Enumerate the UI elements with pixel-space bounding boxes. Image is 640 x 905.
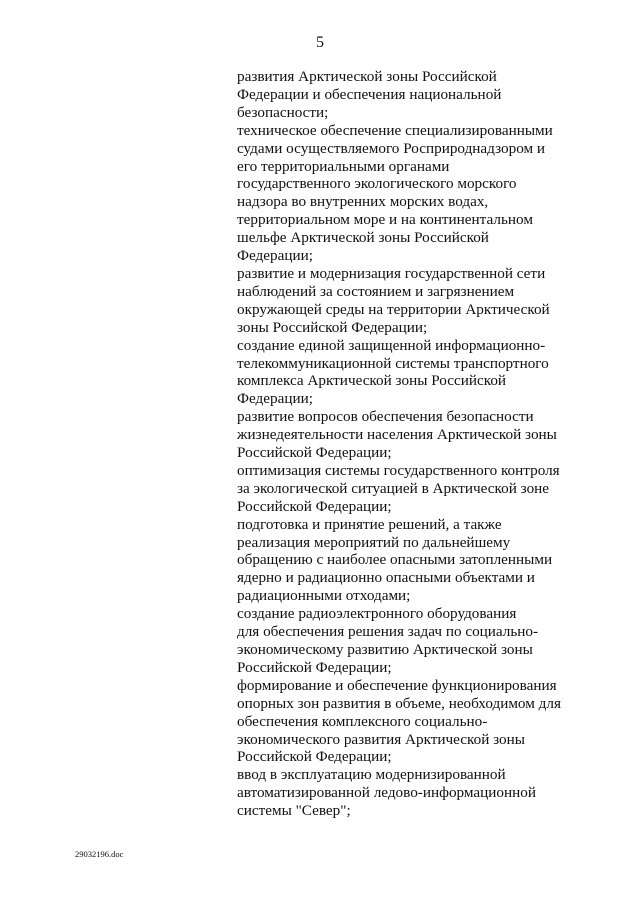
text-line: государственного экологического морского — [237, 175, 517, 193]
paragraph-radioelectronic-equipment — [237, 605, 577, 677]
paragraph-population-safety — [237, 408, 577, 462]
text-line: безопасности; — [237, 103, 329, 121]
text-line: Российской Федерации; — [237, 497, 392, 515]
paragraph-national-security — [237, 68, 577, 122]
paragraph-radiation-objects — [237, 516, 577, 606]
text-line: экономическому развитию Арктической зоны — [237, 641, 533, 658]
text-line: оптимизация системы государственного контроля — [237, 461, 560, 479]
paragraph-ecological-control — [237, 462, 577, 516]
text-line: развитие вопросов обеспечения безопасности — [237, 408, 534, 426]
text-line: судами осуществляемого Росприроднадзором и — [237, 139, 546, 157]
text-line: окружающей среды на территории Арктической — [237, 300, 550, 318]
text-line: формирование и обеспечение функционирования — [237, 676, 557, 694]
paragraph-technical-support-vessels — [237, 122, 577, 265]
text-line: развитие и модернизация государственной сети — [237, 264, 546, 282]
text-line: за экологической ситуацией в Арктической зоне — [237, 479, 550, 497]
text-line: Федерации и обеспечения национальной — [237, 85, 502, 103]
text-line: Российской Федерации; — [237, 748, 392, 766]
document-file-code: 29032196.doc — [75, 849, 124, 859]
text-line: обращению с наиболее опасными затопленными — [237, 551, 553, 569]
text-line: Российской Федерации; — [237, 658, 392, 676]
text-line: реализация мероприятий по дальнейшему — [237, 533, 511, 551]
text-line: автоматизированной ледово-информационной — [237, 784, 536, 802]
text-line: Федерации; — [237, 247, 313, 265]
paragraph-sever-system — [237, 766, 577, 820]
text-line: системы "Север"; — [237, 802, 351, 820]
text-line: создание радиоэлектронного оборудования — [237, 605, 517, 623]
text-line: обеспечения комплексного социально- — [237, 712, 488, 730]
paragraph-support-zones — [237, 677, 577, 767]
text-line: радиационными отходами; — [237, 587, 411, 605]
text-line: подготовка и принятие решений, а также — [237, 515, 502, 533]
text-line: шельфе Арктической зоны Российской — [237, 229, 489, 247]
text-line: наблюдений за состоянием и загрязнением — [237, 282, 515, 300]
paragraph-telecom-system — [237, 337, 577, 409]
text-line: ядерно и радиационно опасными объектами и — [237, 569, 535, 587]
text-line: экономического развития Арктической зоны — [237, 730, 525, 748]
document-body — [237, 68, 577, 820]
text-line: техническое обеспечение специализированными — [237, 121, 553, 139]
page-number: 5 — [316, 34, 324, 51]
text-line: создание единой защищенной информационно- — [237, 336, 546, 354]
paragraph-monitoring-network — [237, 265, 577, 337]
text-line: телекоммуникационной системы транспортного — [237, 354, 549, 372]
text-line: Российской Федерации; — [237, 444, 392, 462]
text-line: территориальном море и на континентальном — [237, 211, 533, 229]
text-line: жизнедеятельности населения Арктической зоны — [237, 426, 557, 444]
text-line: комплекса Арктической зоны Российской — [237, 372, 507, 390]
text-line: развития Арктической зоны Российской — [237, 68, 497, 85]
text-line: для обеспечения решения задач по социально- — [237, 623, 539, 641]
text-line: зоны Российской Федерации; — [237, 318, 428, 336]
text-line: Федерации; — [237, 390, 313, 408]
text-line: его территориальными органами — [237, 157, 450, 175]
text-line: опорных зон развития в объеме, необходимом для — [237, 694, 561, 712]
text-line: надзора во внутренних морских водах, — [237, 193, 489, 211]
text-line: ввод в эксплуатацию модернизированной — [237, 766, 506, 784]
